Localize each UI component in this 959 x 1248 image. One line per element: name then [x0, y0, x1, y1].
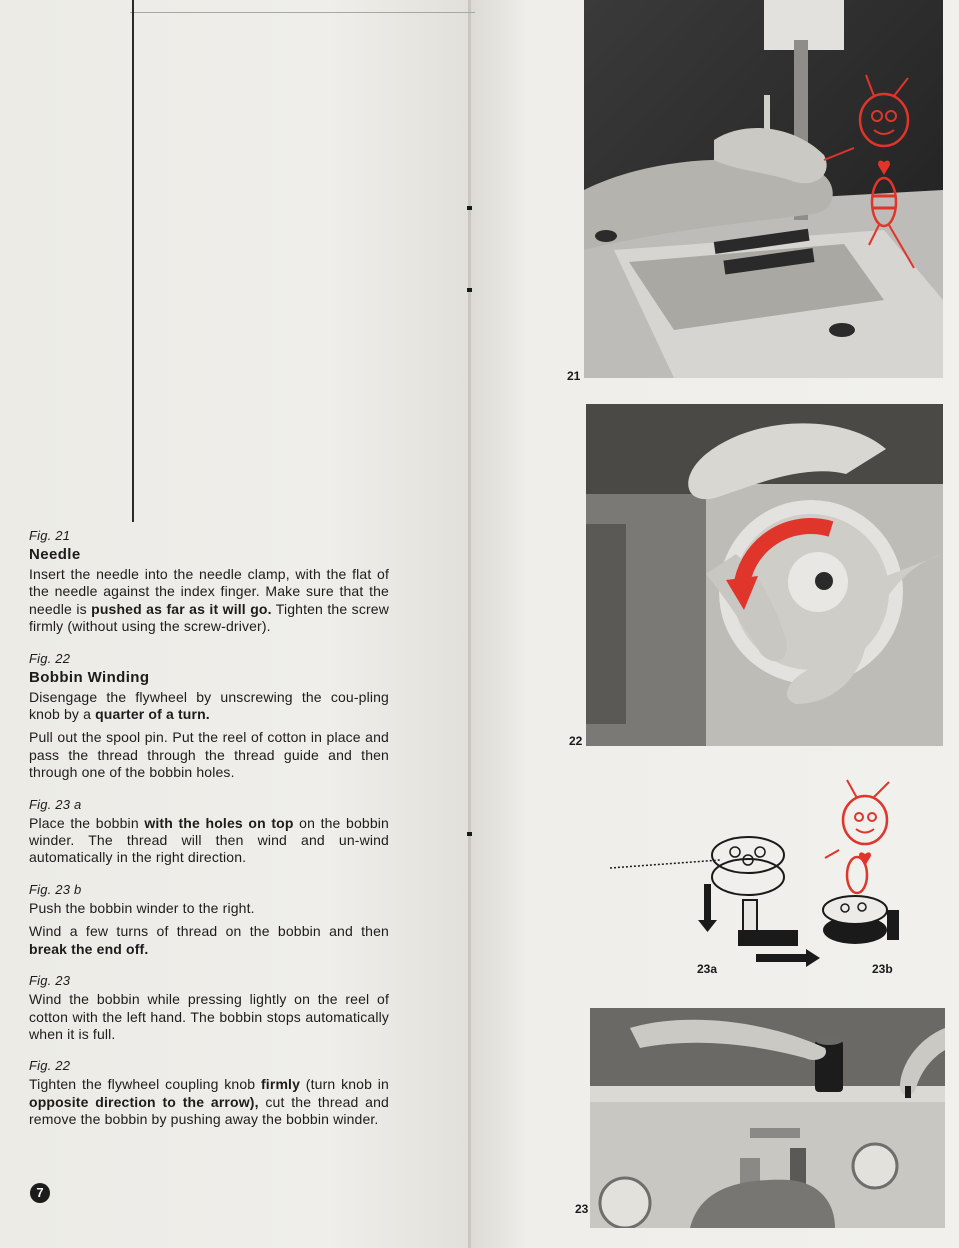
- figure-reference: Fig. 23 a: [29, 796, 82, 812]
- body-text: Pull out the spool pin. Put the reel of cotton in place and pass the thread through the thread guide and then through one of the bobbin holes.: [29, 729, 389, 781]
- emphasis-text: with the holes on top: [144, 814, 294, 831]
- section-heading: Bobbin Winding: [29, 668, 150, 686]
- instruction-paragraph: [29, 566, 389, 636]
- spine-mark: [467, 206, 472, 210]
- spine-mark: [467, 832, 472, 836]
- figure-reference: Fig. 22: [29, 650, 71, 666]
- top-rule: [130, 12, 475, 13]
- page-number: 7: [30, 1183, 50, 1203]
- section: [29, 882, 389, 958]
- fig22-label: 22: [569, 734, 583, 748]
- body-text: Wind a few turns of thread on the bobbin and then: [29, 923, 389, 940]
- body-text: Disengage the flywheel by unscrewing the cou-pling knob by a: [29, 688, 389, 723]
- emphasis-text: pushed as far as it will go.: [91, 600, 272, 617]
- push-right-arrow: [756, 954, 808, 962]
- section: [29, 528, 389, 636]
- fig21-label: 21: [567, 369, 581, 383]
- spine-mark: [467, 288, 472, 292]
- section: [29, 973, 389, 1043]
- body-text: Place the bobbin: [29, 814, 145, 831]
- body-text: Push the bobbin winder to the right.: [29, 899, 255, 916]
- figure-reference: Fig. 21: [29, 528, 71, 543]
- instruction-paragraph: [29, 991, 389, 1043]
- book-spine: [468, 0, 471, 1248]
- fig23ab-diagram: [600, 760, 945, 955]
- body-text: Wind the bobbin while pressing lightly on the reel of cotton with the left hand. The bobbin stops automatically when it is full.: [29, 991, 389, 1042]
- section-heading: Needle: [29, 546, 81, 563]
- emphasis-text: break the end off.: [29, 940, 149, 957]
- fig22-photo: [586, 404, 943, 746]
- instruction-paragraph: [29, 815, 389, 867]
- fig21-photo: [584, 0, 943, 378]
- instruction-paragraph: [29, 689, 389, 724]
- section: [29, 1058, 389, 1128]
- emphasis-text: opposite direction to the arrow),: [29, 1093, 259, 1110]
- emphasis-text: quarter of a turn.: [95, 706, 210, 723]
- body-text: Tighten the screw firmly (without using the screw-driver).: [29, 600, 389, 635]
- figure-reference: Fig. 23 b: [29, 881, 82, 897]
- instruction-paragraph: [29, 1076, 389, 1128]
- emphasis-text: firmly: [261, 1076, 301, 1093]
- body-text: on the bobbin winder. The thread will then wind and un-wind automatically in the right direction.: [29, 814, 389, 866]
- body-text: Insert the needle into the needle clamp, with the flat of the needle against the index finger. Make sure that the needle is: [29, 566, 389, 617]
- body-text: (turn knob in: [300, 1076, 389, 1093]
- instruction-paragraph: [29, 923, 389, 958]
- section: [29, 651, 389, 782]
- body-text: cut the thread and remove the bobbin by pushing away the bobbin winder.: [29, 1093, 389, 1128]
- instruction-paragraph: [29, 729, 389, 781]
- section: [29, 797, 389, 867]
- body-text: Tighten the flywheel coupling knob: [29, 1076, 261, 1093]
- fig23b-label: 23b: [872, 962, 893, 976]
- instruction-text: [29, 528, 389, 1144]
- figure-reference: Fig. 23: [29, 973, 71, 989]
- fig23-photo: [590, 1008, 945, 1228]
- push-right-arrowhead: [806, 949, 820, 967]
- instruction-paragraph: [29, 900, 389, 917]
- vertical-rule: [132, 0, 134, 522]
- fig23a-label: 23a: [697, 962, 718, 976]
- figure-reference: Fig. 22: [29, 1058, 71, 1074]
- fig23-label: 23: [575, 1202, 589, 1216]
